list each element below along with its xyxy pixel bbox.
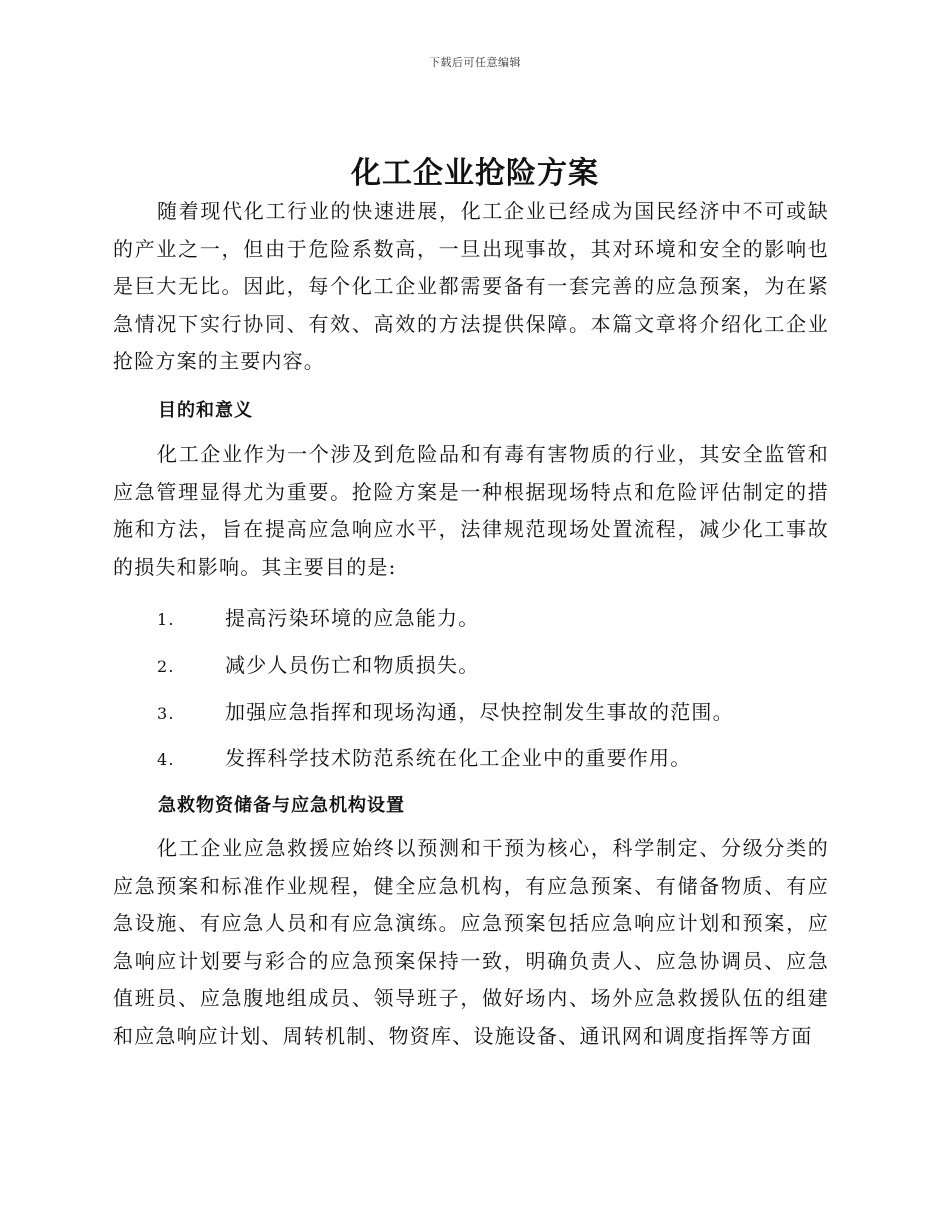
intro-paragraph: 随着现代化工行业的快速进展，化工企业已经成为国民经济中不可或缺的产业之一，但由于危险系数高，一旦出现事故，其对环境和安全的影响也是巨大无比。因此，每个化工企业都需要备有一套完善的应急预案，为在紧急情况下实行协同、有效、高效的方法提供保障。本篇文章将介绍化工企业抢险方案的主要内容。: [113, 199, 829, 373]
section-heading-purpose: 目的和意义: [158, 400, 253, 421]
list-item: [157, 742, 827, 771]
list-item: [157, 602, 827, 631]
list-number: 3.: [157, 704, 175, 723]
list-number: 2.: [157, 657, 175, 676]
section-heading-supplies: 急救物资储备与应急机构设置: [158, 795, 405, 816]
list-item: [157, 649, 827, 678]
list-text: 加强应急指挥和现场沟通，尽快控制发生事故的范围。: [225, 700, 734, 724]
document-title: 化工企业抢险方案: [351, 156, 599, 191]
list-text: 发挥科学技术防范系统在化工企业中的重要作用。: [225, 746, 692, 770]
list-number: 1.: [157, 610, 175, 629]
list-text: 提高污染环境的应急能力。: [225, 606, 480, 630]
list-item: [157, 696, 827, 725]
header-note: 下载后可任意编辑: [429, 56, 521, 69]
supplies-paragraph: 化工企业应急救援应始终以预测和干预为核心，科学制定、分级分类的应急预案和标准作业规程，健全应急机构，有应急预案、有储备物质、有应急设施、有应急人员和有应急演练。应急预案包括应急响应计划和预案，应急响应计划要与彩合的应急预案保持一致，明确负责人、应急协调员、应急值班员、应急腹地组成员、领导班子，做好场内、场外应急救援队伍的组建和应急响应计划、周转机制、物资库、设施设备、通讯网和调度指挥等方面: [113, 836, 829, 1048]
list-text: 减少人员伤亡和物质损失。: [225, 653, 480, 677]
purpose-paragraph: 化工企业作为一个涉及到危险品和有毒有害物质的行业，其安全监管和应急管理显得尤为重要。抢险方案是一种根据现场特点和危险评估制定的措施和方法，旨在提高应急响应水平，法律规范现场处置流程，减少化工事故的损失和影响。其主要目的是:: [113, 442, 829, 579]
list-number: 4.: [157, 750, 175, 769]
